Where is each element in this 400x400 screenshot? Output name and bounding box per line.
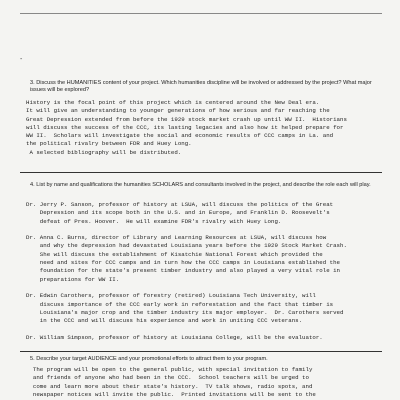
- section-4-answer: [26, 201, 382, 342]
- answer-line: and why the depression had devastated Louisiana years before the 1929 Stock Market Crash.: [26, 242, 347, 250]
- section-5-question: 5. Describe your target AUDIENCE and your promotional efforts to attract them to your program.: [30, 356, 268, 362]
- answer-line: Dr. William Simpson, professor of history at Louisiana College, will be the evaluator.: [26, 333, 323, 341]
- answer-line: WW II. Scholars will investigate the social and economic results of CCC camps in La. and: [26, 132, 334, 140]
- answer-line: need and sites for CCC camps and in turn how the CCC camps in Louisiana established the: [26, 259, 341, 267]
- answer-line: Great Depression extended from before the 1929 stock market crash up until WW II. Historians: [26, 115, 347, 123]
- answer-line: She will discuss the establishment of Kisatchie National Forest which provided the: [26, 250, 323, 258]
- answer-line: preparations for WW II.: [26, 275, 120, 283]
- answer-line: will discuss the success of the CCC, its lasting legacies and also how it helped prepare for: [26, 123, 344, 131]
- answer-line: [26, 325, 382, 333]
- answer-line: Depression and its scope both in the U.S. and in Europe, and Franklin D. Roosevelt's: [26, 209, 330, 217]
- answer-line: the political rivalry between FDR and Huey Long.: [26, 140, 192, 148]
- answer-line: Dr. Jerry P. Sanson, professor of history at LSUA, will discuss the politics of the Great: [26, 201, 334, 208]
- answer-line: Dr. Anna C. Burns, director of Library and Learning Resources at LSUA, will discuss how: [26, 234, 327, 242]
- margin-mark: -: [20, 56, 23, 63]
- answer-line: [26, 226, 382, 234]
- answer-line: A selected bibliography will be distributed.: [26, 148, 182, 156]
- answer-line: It will give an understanding to younger generations of how serious and far reaching the: [26, 107, 330, 115]
- answer-line: foundation for the state's present timber industry and also played a very vital role in: [26, 267, 341, 275]
- answer-line: discuss importance of the CCC early work in reforestation and the fact that timber is: [26, 300, 334, 308]
- section-divider: [20, 172, 382, 173]
- answer-line: come and learn more about their state's history. TV talk shows, radio spots, and: [26, 382, 313, 390]
- answer-line: Dr. Edwin Carothers, professor of forestry (retired) Louisiana Tech University, will: [26, 292, 316, 300]
- answer-line: and friends of anyone who had been in the CCC. School teachers will be urged to: [26, 374, 309, 382]
- section-4-question: 4. List by name and qualifications the humanities SCHOLARS and consultants involved in the project, and describe the role each will play.: [30, 182, 371, 188]
- section-divider: [20, 351, 382, 352]
- answer-line: The program will be open to the general public, with special invitation to family: [26, 366, 313, 373]
- section-5-answer: [26, 366, 382, 399]
- top-rule: [20, 13, 382, 14]
- answer-line: newspaper notices will invite the public. Printed invitations will be sent to the: [26, 390, 316, 398]
- answer-line: History is the focal point of this project which is centered around the New Deal era.: [26, 99, 320, 106]
- answer-line: [26, 284, 382, 292]
- answer-line: Louisiana's major crop and the timber industry its major employer. Dr. Carothers served: [26, 308, 344, 316]
- section-3-answer: [26, 99, 382, 157]
- answer-line: defeat of Pres. Hoover. He will examine FDR's rivalry with Huey Long.: [26, 217, 282, 225]
- section-3-question: 3. Discuss the HUMANITIES content of your project. Which humanities discipline will be involved or addressed by the project? What major issues will be explored?: [30, 80, 372, 93]
- answer-line: in the CCC and will discuss his experience and work in uniting CCC veterans.: [26, 317, 303, 325]
